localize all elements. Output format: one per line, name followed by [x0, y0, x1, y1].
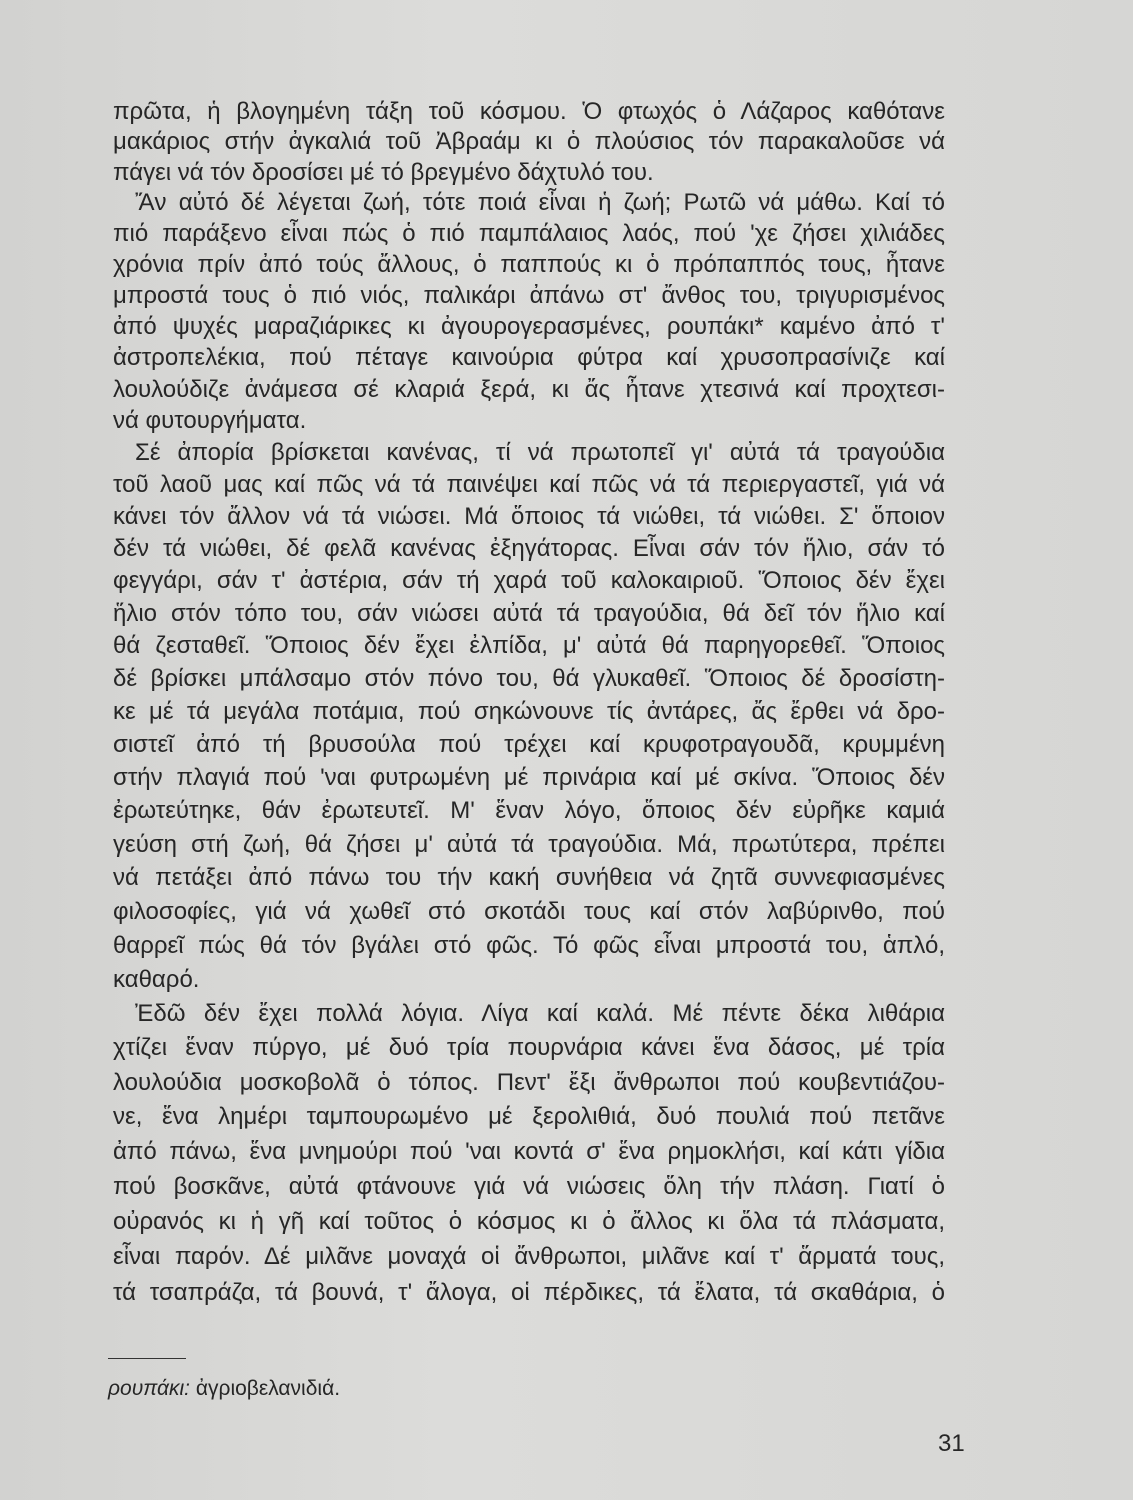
text-line: κε μέ τά μεγάλα ποτάμια, πού σηκώνουνε τίς ἀντάρες, ἄς ἔρθει νά δρο- — [113, 697, 945, 725]
text-line: θαρρεῖ πώς θά τόν βγάλει στό φῶς. Τό φῶς εἶναι μπροστά του, ἁπλό, — [113, 931, 945, 959]
text-line: οὐρανός κι ἡ γῆ καί τοῦτος ὁ κόσμος κι ὁ ἄλλος κι ὅλα τά πλάσματα, — [113, 1208, 945, 1236]
text-line: ἀστροπελέκια, πού πέταγε καινούρια φύτρα καί χρυσοπρασίνιζε καί — [113, 344, 945, 372]
text-line: γεύση στή ζωή, θά ζήσει μ' αὐτά τά τραγούδια. Μά, πρωτύτερα, πρέπει — [113, 830, 945, 858]
text-line: χτίζει ἕναν πύργο, μέ δυό τρία πουρνάρια κάνει ἕνα δάσος, μέ τρία — [113, 1034, 945, 1062]
text-line: θά ζεσταθεῖ. Ὅποιος δέν ἔχει ἐλπίδα, μ' αὐτά θά παρηγορεθεῖ. Ὅποιος — [113, 632, 945, 660]
footnote — [108, 1376, 340, 1402]
text-line: νά πετάξει ἀπό πάνω του τήν κακή συνήθεια νά ζητᾶ συννεφιασμένες — [113, 864, 945, 892]
text-line: ἀπό πάνω, ἕνα μνημούρι πού 'ναι κοντά σ' ἕνα ρημοκλήσι, καί κάτι γίδια — [113, 1138, 945, 1166]
text-line: ἥλιο στόν τόπο του, σάν νιώσει αὐτά τά τραγούδια, θά δεῖ τόν ἥλιο καί — [113, 599, 945, 627]
text-line: μακάριος στήν ἀγκαλιά τοῦ Ἀβραάμ κι ὁ πλούσιος τόν παρακαλοῦσε νά — [113, 128, 945, 156]
text-line: σιστεῖ ἀπό τή βρυσούλα πού τρέχει καί κρυφοτραγουδᾶ, κρυμμένη — [113, 730, 945, 758]
text-line: μπροστά τους ὁ πιό νιός, παλικάρι ἀπάνω στ' ἄνθος του, τριγυρισμένος — [113, 281, 945, 309]
text-line: πάγει νά τόν δροσίσει μέ τό βρεγμένο δάχτυλό του. — [113, 158, 654, 186]
text-line: νε, ἕνα λημέρι ταμπουρωμένο μέ ξερολιθιά, δυό πουλιά πού πετᾶνε — [113, 1103, 945, 1131]
text-line: εἶναι παρόν. Δέ μιλᾶνε μοναχά οἱ ἄνθρωποι, μιλᾶνε καί τ' ἅρματά τους, — [113, 1243, 945, 1271]
text-line: χρόνια πρίν ἀπό τούς ἄλλους, ὁ παππούς κι ὁ πρόπαππός τους, ἦτανε — [113, 250, 945, 278]
text-line: νά φυτουργήματα. — [113, 407, 307, 435]
text-line: λουλούδια μοσκοβολᾶ ὁ τόπος. Πεντ' ἔξι ἄνθρωποι πού κουβεντιάζου- — [113, 1068, 945, 1096]
text-line: ἀπό ψυχές μαραζιάρικες κι ἀγουρογερασμένες, ρουπάκι* καμένο ἀπό τ' — [113, 312, 945, 340]
text-line: Ἐδῶ δέν ἔχει πολλά λόγια. Λίγα καί καλά. Μέ πέντε δέκα λιθάρια — [135, 1000, 945, 1028]
text-line: στήν πλαγιά πού 'ναι φυτρωμένη μέ πρινάρια καί μέ σκίνα. Ὅποιος δέν — [113, 763, 945, 791]
text-line: κάνει τόν ἄλλον νά τά νιώσει. Μά ὅποιος τά νιώθει, τά νιώθει. Σ' ὅποιον — [113, 502, 945, 530]
text-line: δέν τά νιώθει, δέ φελᾶ κανένας ἐξηγάτορας. Εἶναι σάν τόν ἥλιο, σάν τό — [113, 534, 945, 562]
text-line: πιό παράξενο εἶναι πώς ὁ πιό παμπάλαιος λαός, πού 'χε ζήσει χιλιάδες — [113, 219, 945, 247]
page-number: 31 — [938, 1430, 965, 1457]
text-line: πρῶτα, ἡ βλογημένη τάξη τοῦ κόσμου. Ὁ φτωχός ὁ Λάζαρος καθότανε — [113, 98, 945, 125]
text-line: τά τσαπράζα, τά βουνά, τ' ἄλογα, οἱ πέρδικες, τά ἔλατα, τά σκαθάρια, ὁ — [113, 1278, 945, 1306]
text-line: τοῦ λαοῦ μας καί πῶς νά τά παινέψει καί πῶς νά τά περιεργαστεῖ, γιά νά — [113, 470, 945, 498]
footnote-definition: ἀγριοβελανιδιά. — [195, 1377, 341, 1400]
footnote-divider — [108, 1358, 186, 1359]
text-line: φεγγάρι, σάν τ' ἀστέρια, σάν τή χαρά τοῦ καλοκαιριοῦ. Ὅποιος δέν ἔχει — [113, 567, 945, 595]
text-line: λουλούδιζε ἀνάμεσα σέ κλαριά ξερά, κι ἄς ἦτανε χτεσινά καί προχτεσι- — [113, 375, 945, 403]
footnote-term: ρουπάκι: — [108, 1377, 191, 1400]
text-line: ἐρωτεύτηκε, θάν ἐρωτευτεῖ. Μ' ἕναν λόγο, ὅποιος δέν εὐρῆκε καμιά — [113, 797, 945, 825]
text-line: δέ βρίσκει μπάλσαμο στόν πόνο του, θά γλυκαθεῖ. Ὅποιος δέ δροσίστη- — [113, 664, 945, 692]
text-line: καθαρό. — [113, 965, 200, 993]
text-line: Ἄν αὐτό δέ λέγεται ζωή, τότε ποιά εἶναι ἡ ζωή; Ρωτῶ νά μάθω. Καί τό — [135, 189, 945, 217]
text-line: πού βοσκᾶνε, αὐτά φτάνουνε γιά νά νιώσεις ὅλη τήν πλάση. Γιατί ὁ — [113, 1173, 945, 1200]
text-line: φιλοσοφίες, γιά νά χωθεῖ στό σκοτάδι τους καί στόν λαβύρινθο, πού — [113, 898, 945, 925]
text-line: Σέ ἀπορία βρίσκεται κανένας, τί νά πρωτοπεῖ γι' αὐτά τά τραγούδια — [135, 438, 945, 466]
